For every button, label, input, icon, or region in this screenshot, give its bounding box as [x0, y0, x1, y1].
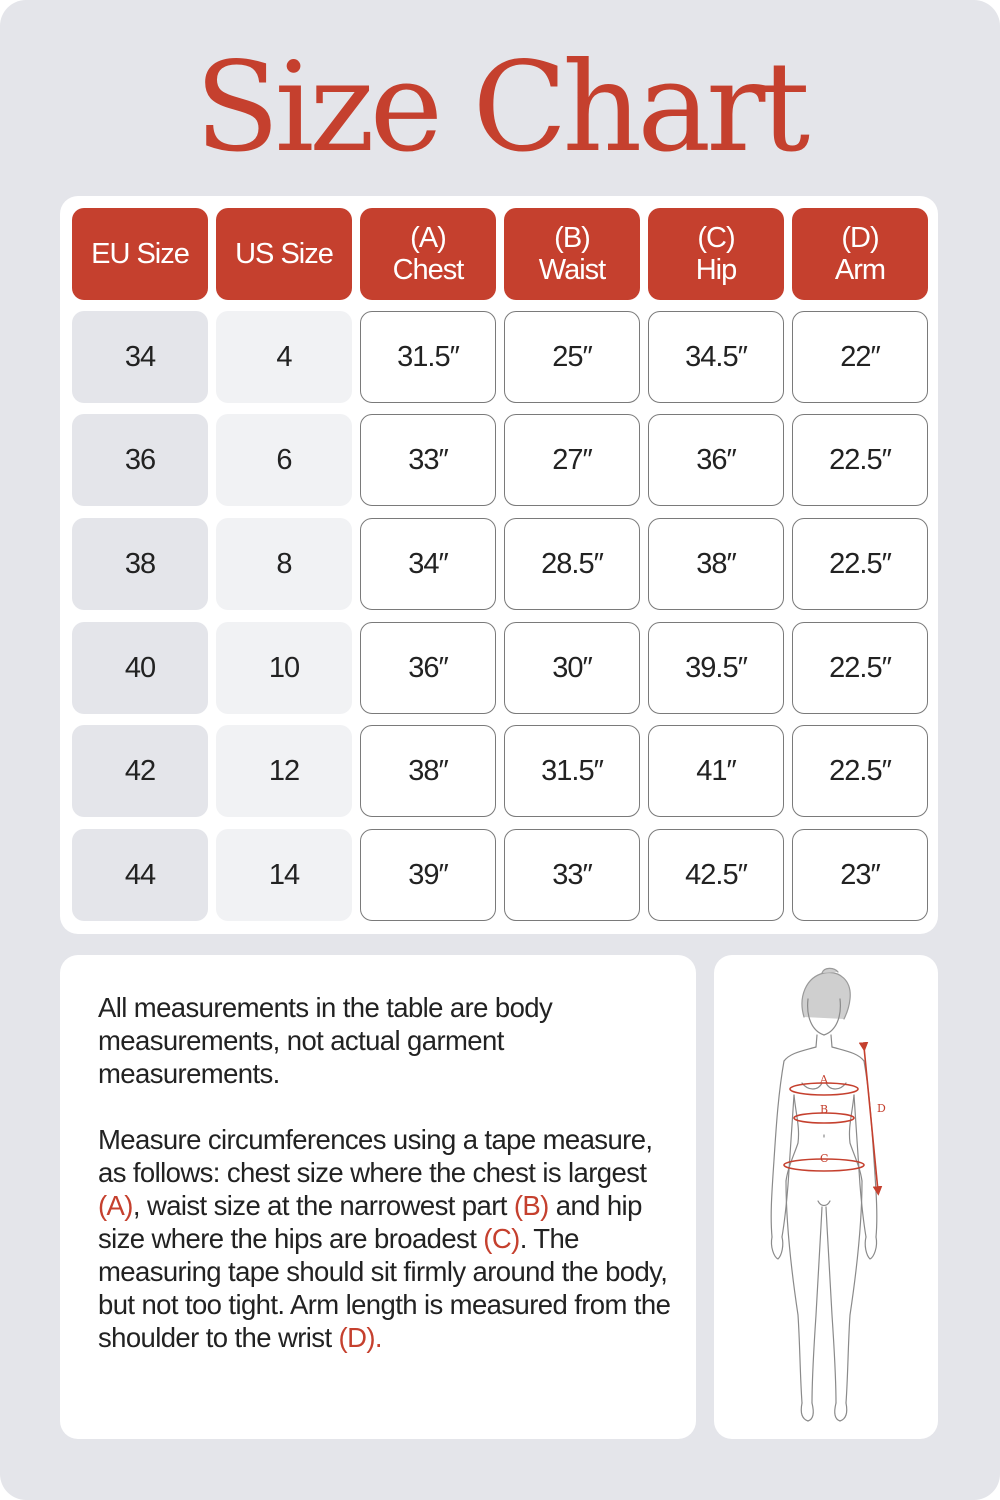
- cell-arm: 22.5″: [792, 414, 928, 506]
- cell-arm: 23″: [792, 829, 928, 921]
- cell-us-size: 6: [216, 414, 352, 506]
- header-label: Arm: [834, 254, 886, 286]
- label-b: B: [820, 1103, 829, 1116]
- marker-d: (D).: [338, 1322, 382, 1353]
- note-body-measurements: All measurements in the table are body measurements, not actual garment measurements.: [98, 992, 553, 1089]
- cell-chest: 36″: [360, 622, 496, 714]
- cell-chest: 33″: [360, 414, 496, 506]
- label-d: D: [877, 1102, 886, 1115]
- body-figure-panel: [714, 955, 938, 1439]
- note-text: , waist size at the narrowest part: [132, 1190, 514, 1221]
- cell-waist: 27″: [504, 414, 640, 506]
- measurement-notes: [60, 955, 696, 1439]
- label-a: A: [820, 1073, 828, 1086]
- label-c: C: [820, 1152, 829, 1165]
- cell-arm: 22.5″: [792, 518, 928, 610]
- marker-a: (A): [98, 1190, 133, 1221]
- header-label: Chest: [392, 254, 464, 286]
- cell-eu-size: 36: [72, 414, 208, 506]
- header-eu-size: [72, 208, 208, 300]
- cell-hip: 38″: [648, 518, 784, 610]
- header-label: Hip: [695, 254, 737, 286]
- cell-us-size: 8: [216, 518, 352, 610]
- cell-eu-size: 38: [72, 518, 208, 610]
- header-waist: [504, 208, 640, 300]
- cell-eu-size: 42: [72, 725, 208, 817]
- cell-chest: 31.5″: [360, 311, 496, 403]
- cell-waist: 25″: [504, 311, 640, 403]
- marker-c: (C): [483, 1223, 520, 1254]
- figure-outline: [771, 968, 877, 1421]
- cell-us-size: 14: [216, 829, 352, 921]
- size-table: [60, 196, 938, 934]
- cell-hip: 42.5″: [648, 829, 784, 921]
- cell-hip: 34.5″: [648, 311, 784, 403]
- note-how-to-measure: [98, 1123, 673, 1354]
- header-label: Waist: [538, 254, 606, 286]
- cell-chest: 34″: [360, 518, 496, 610]
- arm-measure-line: [864, 1047, 878, 1191]
- header-letter: (C): [697, 222, 735, 254]
- cell-eu-size: 44: [72, 829, 208, 921]
- header-us-size: [216, 208, 352, 300]
- header-hip: [648, 208, 784, 300]
- cell-hip: 41″: [648, 725, 784, 817]
- cell-waist: 30″: [504, 622, 640, 714]
- cell-chest: 39″: [360, 829, 496, 921]
- cell-us-size: 4: [216, 311, 352, 403]
- header-label: EU Size: [91, 238, 189, 270]
- header-letter: (D): [841, 222, 879, 254]
- cell-waist: 31.5″: [504, 725, 640, 817]
- header-letter: (B): [554, 222, 590, 254]
- note-text: . The measuring tape should sit firmly around the body, but not too tight. Arm length is measured from the shoulder to the wrist: [98, 1223, 671, 1353]
- cell-us-size: 10: [216, 622, 352, 714]
- cell-us-size: 12: [216, 725, 352, 817]
- measurement-lines: [784, 1047, 878, 1191]
- header-chest: [360, 208, 496, 300]
- page-title: Size Chart: [194, 36, 806, 180]
- note-text: and hip size where the hips are broadest: [98, 1190, 642, 1254]
- header-letter: (A): [410, 222, 446, 254]
- cell-arm: 22.5″: [792, 622, 928, 714]
- cell-arm: 22.5″: [792, 725, 928, 817]
- header-arm: [792, 208, 928, 300]
- note-text: Measure circumferences using a tape measure, as follows: chest size where the chest is largest: [98, 1124, 653, 1188]
- cell-arm: 22″: [792, 311, 928, 403]
- cell-chest: 38″: [360, 725, 496, 817]
- cell-hip: 36″: [648, 414, 784, 506]
- body-figure-illustration: [714, 955, 938, 1439]
- cell-eu-size: 34: [72, 311, 208, 403]
- cell-eu-size: 40: [72, 622, 208, 714]
- header-label: US Size: [235, 238, 333, 270]
- cell-hip: 39.5″: [648, 622, 784, 714]
- marker-b: (B): [513, 1190, 549, 1221]
- cell-waist: 28.5″: [504, 518, 640, 610]
- cell-waist: 33″: [504, 829, 640, 921]
